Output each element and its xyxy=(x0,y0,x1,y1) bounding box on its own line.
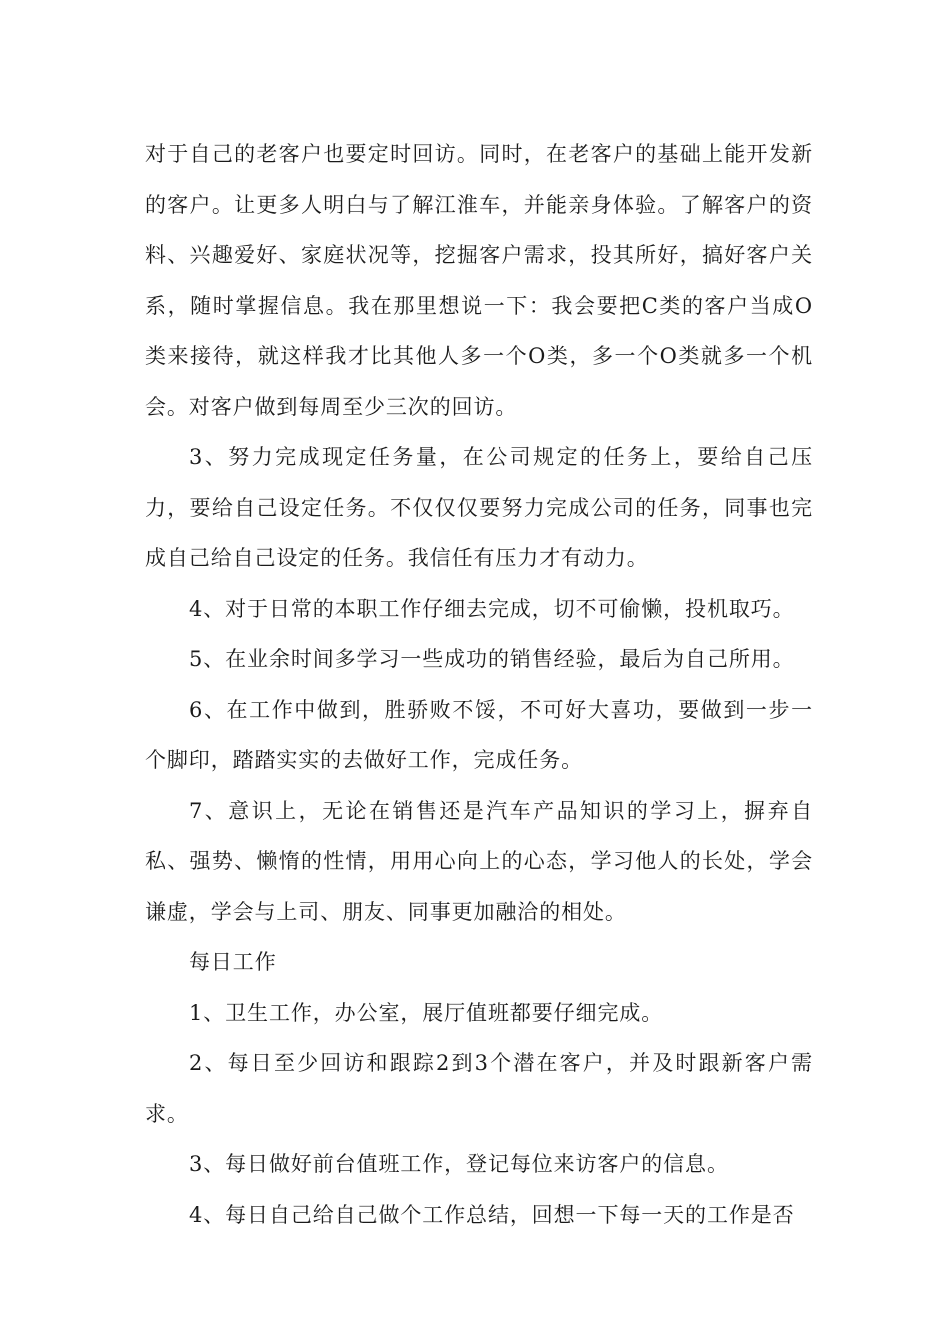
paragraph-item-4: 4、对于日常的本职工作仔细去完成，切不可偷懒，投机取巧。 xyxy=(189,596,795,621)
section-heading-daily-work: 每日工作 xyxy=(189,950,277,974)
paragraph-customer-followup: 对于自己的老客户也要定时回访。同时，在老客户的基础上能开发新的客户。让更多人明白与了解江淮车，并能亲身体验。了解客户的资料、兴趣爱好、家庭状况等，挖掘客户需求，投其所好，搞好客户关系，随时掌握信息。我在那里想说一下：我会要把C类的客户当成O类来接待，就这样我才比其他人多一个O类，多一个O类就多一个机会。对客户做到每周至少三次的回访。 xyxy=(145,142,813,419)
paragraph-item-3: 3、努力完成现定任务量，在公司规定的任务上，要给自己压力，要给自己设定任务。不仅仅仅要努力完成公司的任务，同事也完成自己给自己设定的任务。我信任有压力才有动力。 xyxy=(145,445,813,570)
paragraph-item-7: 7、意识上，无论在销售还是汽车产品知识的学习上，摒弃自私、强势、懒惰的性情，用用心向上的心态，学习他人的长处，学会谦虚，学会与上司、朋友、同事更加融洽的相处。 xyxy=(145,798,813,924)
paragraph-daily-2: 2、每日至少回访和跟踪2到3个潜在客户，并及时跟新客户需求。 xyxy=(145,1051,813,1126)
paragraph-item-6: 6、在工作中做到，胜骄败不馁，不可好大喜功，要做到一步一个脚印，踏踏实实的去做好工作，完成任务。 xyxy=(145,697,813,772)
paragraph-item-5: 5、在业余时间多学习一些成功的销售经验，最后为自己所用。 xyxy=(189,647,795,671)
paragraph-daily-4: 4、每日自己给自己做个工作总结，回想一下每一天的工作是否 xyxy=(189,1202,795,1227)
paragraph-daily-1: 1、卫生工作，办公室，展厅值班都要仔细完成。 xyxy=(189,1000,664,1025)
paragraph-daily-3: 3、每日做好前台值班工作，登记每位来访客户的信息。 xyxy=(189,1152,729,1176)
document-page xyxy=(145,129,813,1240)
